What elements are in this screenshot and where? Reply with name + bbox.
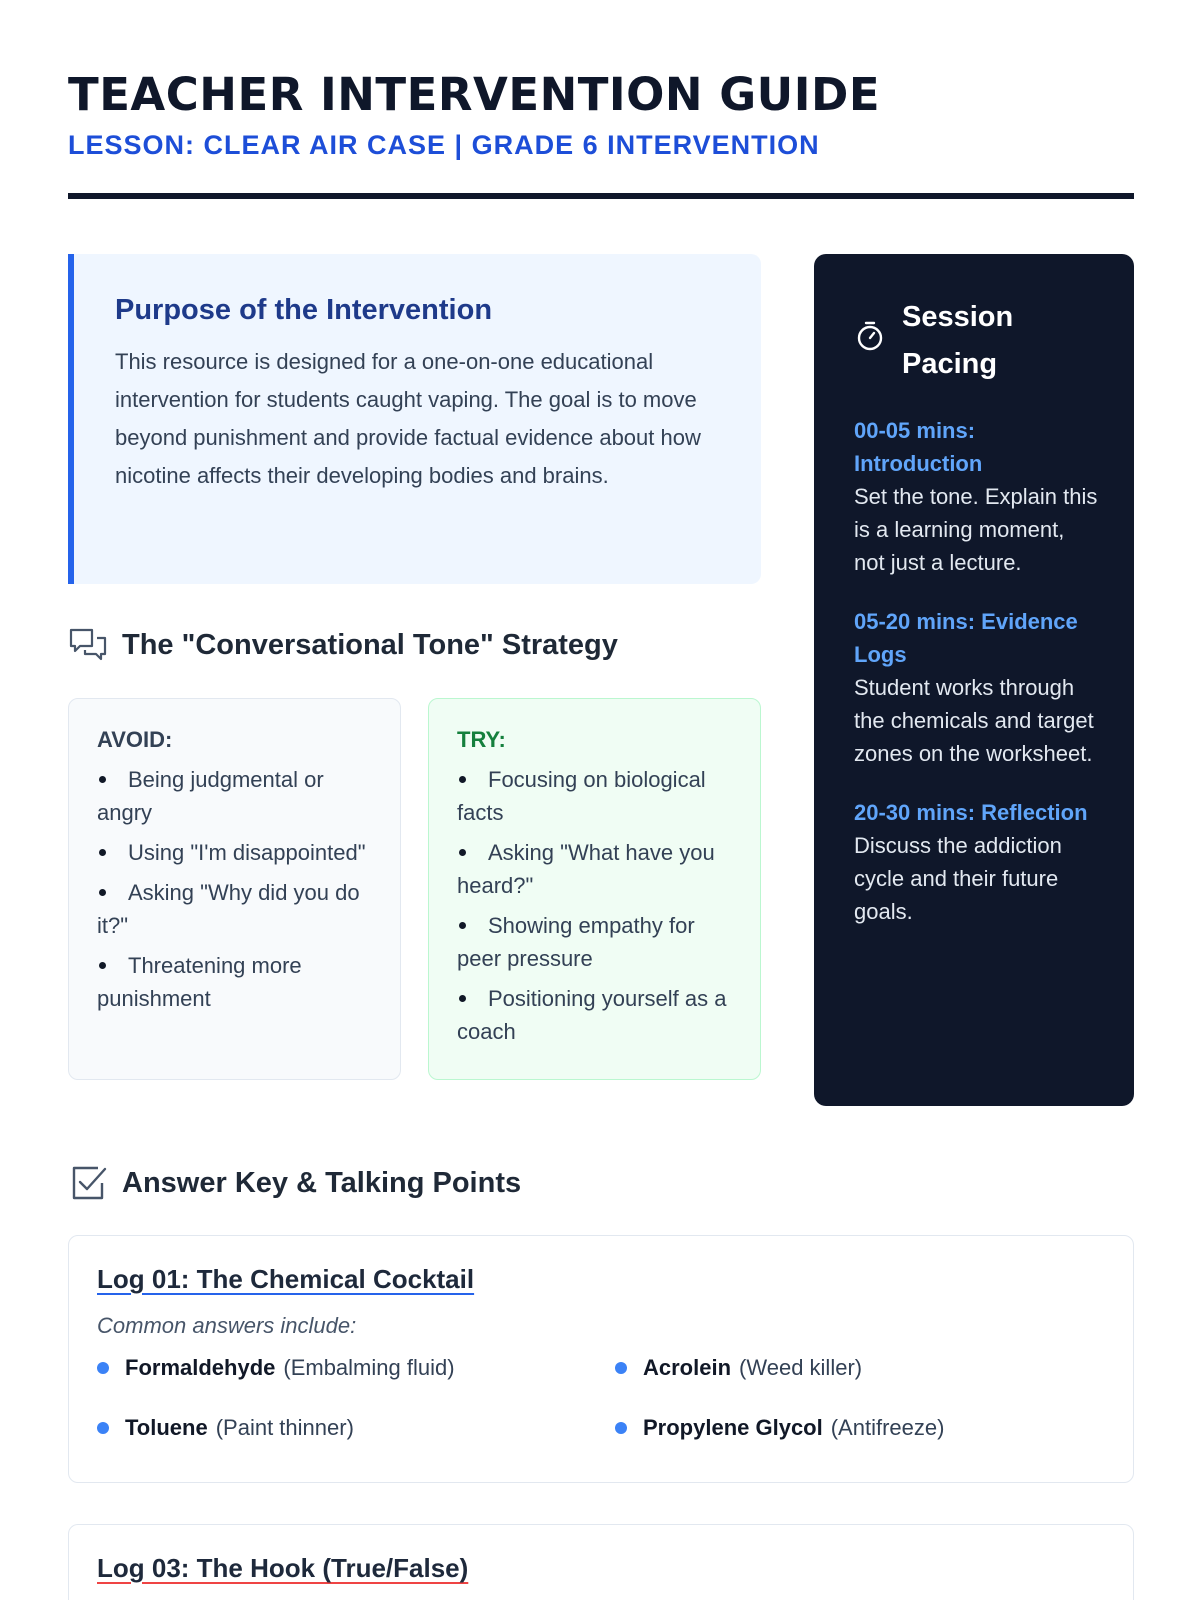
pacing-desc: Student works through the chemicals and target zones on the worksheet. [854,675,1094,766]
avoid-list [97,763,374,1015]
list-item: Positioning yourself as a coach [457,986,727,1044]
avoid-label: AVOID: [97,727,173,752]
list-item: Threatening more punishment [97,953,302,1011]
list-item: Toluene (Paint thinner) [97,1415,354,1441]
session-pacing-title: Session Pacing [902,301,1014,380]
pacing-time: 00-05 mins: Introduction [854,418,983,476]
log-03-title: Log 03: The Hook (True/False) [97,1553,469,1583]
purpose-title: Purpose of the Intervention [115,294,493,326]
list-item: Showing empathy for peer pressure [457,913,695,971]
pacing-item [854,796,1098,928]
checkbox-icon [68,1163,108,1203]
chemical-list [97,1351,1105,1467]
try-label: TRY: [457,727,506,752]
stopwatch-icon [854,320,886,352]
list-item: Using "I'm disappointed" [97,836,374,869]
list-item: Acrolein (Weed killer) [615,1355,862,1381]
log-01-note: Common answers include: [97,1313,357,1338]
log-01-title: Log 01: The Chemical Cocktail [97,1264,475,1294]
avoid-card [68,698,401,1080]
pacing-desc: Set the tone. Explain this is a learning moment, not just a lecture. [854,484,1098,575]
list-item: Formaldehyde (Embalming fluid) [97,1355,455,1381]
list-item: Asking "Why did you do it?" [97,880,360,938]
log-01-card [68,1235,1134,1483]
page-title: TEACHER INTERVENTION GUIDE [68,68,881,121]
answer-key-label: Answer Key & Talking Points [122,1166,522,1199]
pacing-time: 05-20 mins: Evidence Logs [854,609,1078,667]
session-pacing-panel [814,254,1134,1106]
answer-key-heading [68,1163,521,1203]
bullet-icon [97,1362,109,1374]
tone-strategy-heading [68,625,618,665]
tone-strategy-label: The "Conversational Tone" Strategy [122,628,618,661]
title-divider [68,193,1134,199]
purpose-box [68,254,761,584]
pacing-item [854,605,1098,770]
log-03-card [68,1524,1134,1600]
list-item: Asking "What have you heard?" [457,840,715,898]
pacing-item [854,414,1098,579]
bullet-icon [97,1422,109,1434]
chat-bubbles-icon [68,625,108,665]
session-pacing-header [854,294,1098,388]
list-item: Focusing on biological facts [457,767,706,825]
list-item: Propylene Glycol (Antifreeze) [615,1415,944,1441]
try-card [428,698,761,1080]
pacing-desc: Discuss the addiction cycle and their future goals. [854,833,1062,924]
try-list [457,763,734,1048]
lesson-subtitle: LESSON: CLEAR AIR CASE | GRADE 6 INTERVENTION [68,130,820,160]
bullet-icon [615,1362,627,1374]
list-item: Being judgmental or angry [97,767,324,825]
purpose-text: This resource is designed for a one-on-one educational intervention for students caught vaping. The goal is to move beyond punishment and provide factual evidence about how nicotine affects their developing bodies and brains. [115,349,701,488]
pacing-time: 20-30 mins: Reflection [854,800,1088,825]
bullet-icon [615,1422,627,1434]
